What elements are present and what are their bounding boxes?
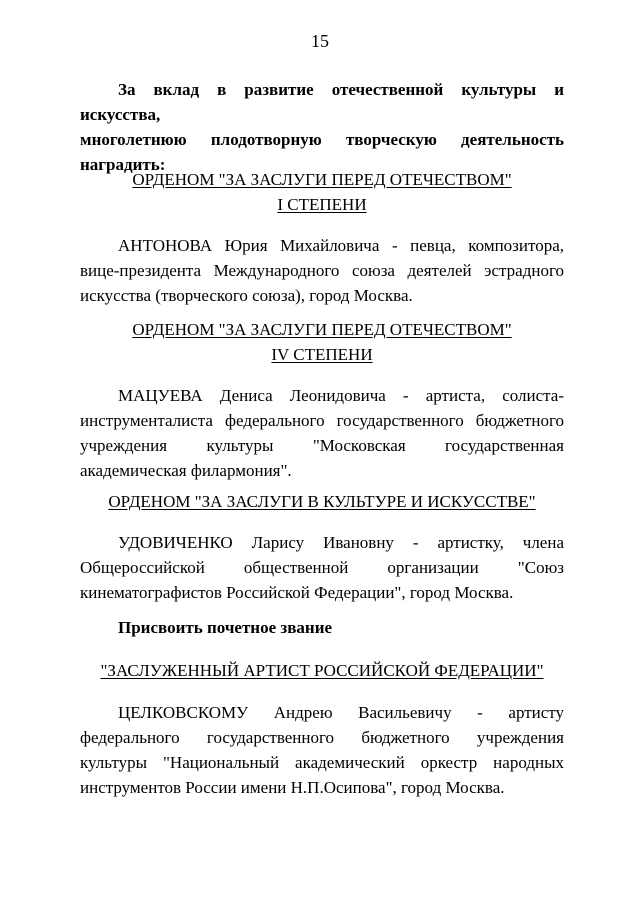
intro-line-1: За вклад в развитие отечественной культуры и искусства, — [80, 80, 564, 124]
intro-paragraph — [80, 77, 564, 177]
page-number: 15 — [311, 31, 329, 51]
title-heading-text: "ЗАСЛУЖЕННЫЙ АРТИСТ РОССИЙСКОЙ ФЕДЕРАЦИИ" — [100, 661, 544, 680]
order-heading-3 — [80, 489, 564, 514]
title-intro: Присвоить почетное звание — [118, 618, 333, 637]
order-heading-1-line-2: I СТЕПЕНИ — [277, 195, 367, 214]
order-heading-3-text: ОРДЕНОМ "ЗА ЗАСЛУГИ В КУЛЬТУРЕ И ИСКУССТВЕ" — [108, 492, 536, 511]
order-heading-1-line-1: ОРДЕНОМ "ЗА ЗАСЛУГИ ПЕРЕД ОТЕЧЕСТВОМ" — [132, 170, 512, 189]
intro-line-3: наградить: — [80, 155, 166, 174]
award-entry-matsuev: МАЦУЕВА Дениса Леонидовича - артиста, солиста-инструменталиста федерального государственного бюджетного учреждения культуры "Московская государственная академическая филармония". — [80, 386, 564, 480]
intro-line-2: многолетнюю плодотворную творческую деятельность — [80, 130, 564, 149]
order-heading-1 — [80, 167, 564, 217]
order-heading-2 — [80, 317, 564, 367]
title-heading — [80, 658, 564, 683]
award-entry-tselkovsky: ЦЕЛКОВСКОМУ Андрею Васильевичу - артисту федерального государственного бюджетного учреждения культуры "Национальный академический оркестр народных инструментов России имени Н.П.Осипова", город Москва. — [80, 703, 564, 797]
award-entry-udovichenko: УДОВИЧЕНКО Ларису Ивановну - артистку, члена Общероссийской общественной организации "Союз кинематографистов Российской Федерации", город Москва. — [80, 533, 564, 602]
order-heading-2-line-2: IV СТЕПЕНИ — [271, 345, 373, 364]
order-heading-2-line-1: ОРДЕНОМ "ЗА ЗАСЛУГИ ПЕРЕД ОТЕЧЕСТВОМ" — [132, 320, 512, 339]
award-entry-antonov: АНТОНОВА Юрия Михайловича - певца, композитора, вице-президента Международного союза деятелей эстрадного искусства (творческого союза), город Москва. — [80, 236, 564, 305]
